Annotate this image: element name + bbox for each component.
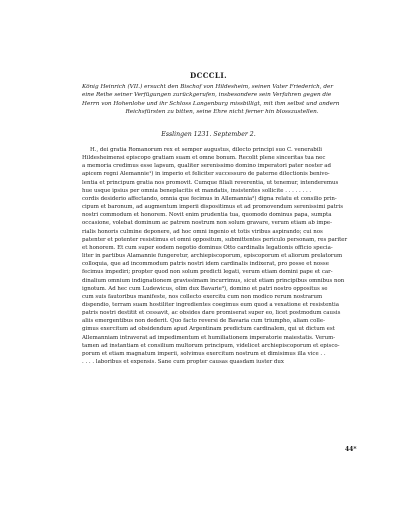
document-number: DCCCLI.	[189, 71, 228, 80]
body-line: occasione, volebat dominum ac patrem nostrum non solum gravare, verum etiam ab impe-	[82, 220, 332, 227]
body-line: aliis emergentibus non dederit. Quo facto reversi de Bavaria cum triumpho, aliam colle-	[82, 318, 325, 325]
summary-line: König Heinrich (VII.) ersucht den Bischof von Hildesheim, seinen Vater Friederich, der	[82, 84, 334, 90]
body-line: Hildesheimensi episcopo gratiam suam et omne bonum. Recolit plene sinceritas tua nec	[82, 155, 326, 162]
body-line: hue usque ipsius per omnia beneplacitis et mandatis, insistentes sollicite . . . . . . . .	[82, 187, 312, 194]
body-line: cipum et baronum, ad augmentum imperii dispositimus et ad promovendum serenissimi patris	[82, 204, 343, 211]
body-line: liter in partibus Alamannie fungeretur, archiepiscoporum, episcoporum et aliorum prelatorum	[82, 253, 343, 260]
summary-line: Reichsfürsten zu bitten, seine Ehre nicht ferner hin blosszustellen.	[125, 108, 319, 115]
body-line: cum suis fautoribus manifeste, nos collecto exercitu cum non modico rerum nostrarum	[82, 293, 323, 300]
body-line: dispendio, terram suam hostiliter ingredientes coegimus eum quod a vexatione et resistentia	[82, 301, 339, 308]
page-mark: 44*	[345, 446, 357, 453]
body-line: a memoria credimus esse lapsum, qualiter serenissimo domino imperatori pater noster ad	[82, 163, 332, 170]
document-dateline: Esslingen 1231. September 2.	[161, 131, 256, 138]
body-line: nostri commodum et honorem. Novit enim prudentia tua, quomodo dominus papa, sumpta	[82, 212, 332, 219]
body-line: et honorem. Et cum super eodem negotio dominus Otto cardinalis legationis officio specia-	[82, 244, 333, 251]
body-line: rialis honoris culmine deponere, ad hoc omni ingenio et totis viribus aspirando; cui nos	[82, 228, 323, 235]
summary-line: Herrn von Hohenlohe und ihr Schloss Langenburg missbilligt, mit ihm selbst und andern	[82, 100, 340, 107]
document-body	[82, 146, 362, 366]
body-line: cordis desiderio affectando, omnia que fecimus in Allemannia²) digna relatu et consilio prin-	[82, 195, 337, 202]
body-line: H., dei gratia Romanorum rex et semper augustus, dilecto principi suo C. venerabili	[90, 147, 322, 153]
body-line: gimus exercitum ad obsidendum apud Argentinam predictum cardinalem, qui ut dictum est	[82, 326, 335, 333]
body-line: Allemanniam intraverat ad impedimentum et humiliationem imperatorie maiestatis. Verum-	[82, 334, 336, 341]
body-line: colloquia, que ad incommodum patris nostri idem cardinalis indixerat, pro posse et nosse	[82, 261, 329, 268]
body-line: ignotum. Ad hec cum Ludewicus, olim dux Bavarie³), domino et patri nostro oppositus se	[82, 285, 328, 292]
summary-line: eine Reihe seiner Verfügungen zurückgerufen, insbesondere sein Verfahren gegen die	[82, 92, 332, 99]
body-line: lentia et principum gratia nos promovit. Cumque filiali reverentia, ut tenemur, intenderemus	[82, 179, 339, 186]
body-line: tamen ad instantiam et consilium multorum principum, videlicet archiepiscoporum et episco-	[82, 342, 340, 349]
body-line: dinalium omnium indignationem gravissimam incurrimus, sicut etiam principibus omnibus non	[82, 277, 345, 284]
body-line: porum et etiam magnatum imperii, solvimus exercitum nostrum et dimisimus illa vice . .	[82, 350, 326, 357]
body-line: patenter et potenter resistimus et omni oppositum, submittentes periculo personam, res pariter	[82, 236, 348, 243]
body-line: patris nostri destitit et cessavit, ac obsides dare promiserat super eo, licet postmodum causis	[82, 310, 341, 317]
body-line: apicem regni Alemannie¹) in imperio et feliciter successuro de paterne dilectionis benivo-	[82, 171, 330, 178]
body-line: . . . . laboribus et expensis. Sane cum propter causas quasdam iuster dux	[82, 359, 284, 366]
document-summary	[82, 83, 362, 116]
body-line: fecimus impediri; propter quod non solum predicti legati, verum etiam domini pape et car-	[82, 269, 333, 276]
